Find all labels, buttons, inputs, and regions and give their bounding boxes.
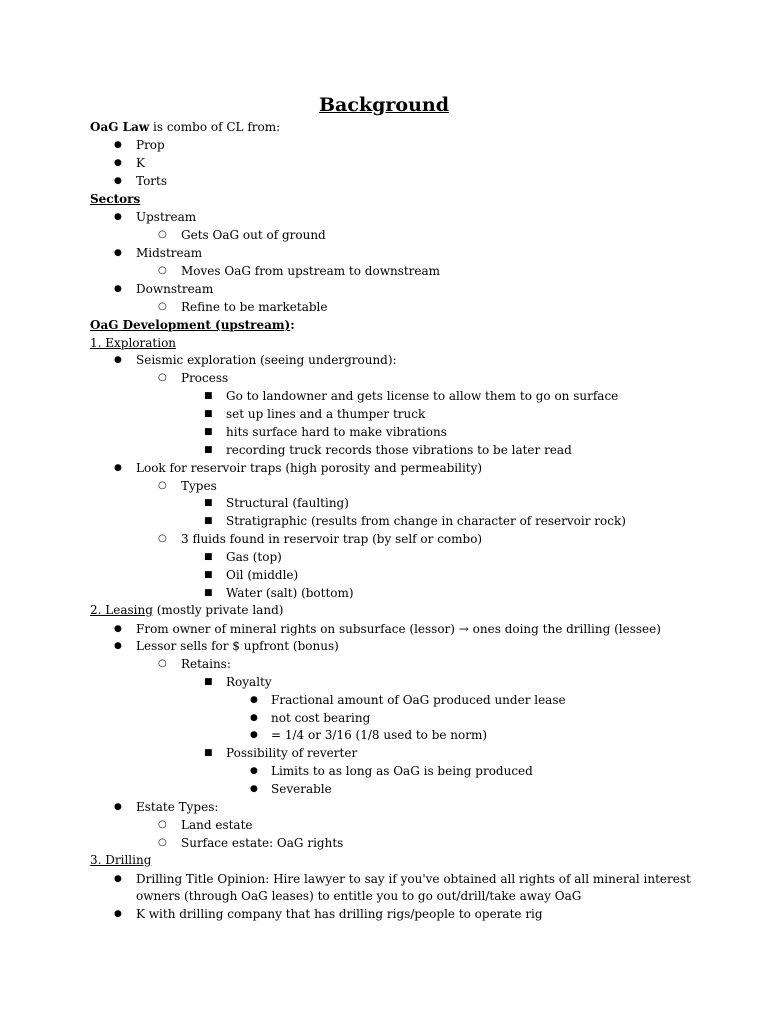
bullet-circle-icon: ○ <box>158 837 167 848</box>
bullet-circle-icon: ○ <box>158 265 167 276</box>
development-heading: OaG Development (upstream): <box>90 318 295 332</box>
bullet-disc-icon: ● <box>114 802 122 812</box>
list-item: ● K <box>114 156 145 170</box>
list-item: ■ Go to landowner and gets license to allow them to go on surface <box>204 389 619 403</box>
list-item: ● K with drilling company that has drilling rigs/people to operate rig <box>114 907 543 921</box>
bullet-square-icon: ■ <box>204 498 213 508</box>
list-item: ■ Gas (top) <box>204 550 282 564</box>
bullet-disc-icon: ● <box>114 140 122 150</box>
bullet-disc-icon: ● <box>250 695 258 705</box>
list-item: ■ Possibility of reverter <box>204 746 358 760</box>
sectors-heading: Sectors <box>90 192 141 206</box>
bullet-circle-icon: ○ <box>158 480 167 491</box>
bullet-disc-icon: ● <box>114 874 122 884</box>
bullet-disc-icon: ● <box>114 212 122 222</box>
list-item: ■ hits surface hard to make vibrations <box>204 425 447 439</box>
list-item: ● Estate Types: <box>114 800 219 814</box>
bullet-disc-icon: ● <box>114 158 122 168</box>
bullet-square-icon: ■ <box>204 552 213 562</box>
list-item: ○ Moves OaG from upstream to downstream <box>158 264 441 278</box>
list-item: ■ Stratigraphic (results from change in character of reservoir rock) <box>204 514 626 528</box>
list-item-continued: owners (through OaG leases) to entitle you to go out/drill/take away OaG <box>136 889 582 903</box>
bullet-circle-icon: ○ <box>158 819 167 830</box>
bullet-disc-icon: ● <box>114 284 122 294</box>
bullet-square-icon: ■ <box>204 748 213 758</box>
bullet-square-icon: ■ <box>204 445 213 455</box>
list-item: ● Upstream <box>114 210 197 224</box>
bullet-square-icon: ■ <box>204 427 213 437</box>
bullet-disc-icon: ● <box>114 463 122 473</box>
bullet-disc-icon: ● <box>250 713 258 723</box>
list-item: ● Look for reservoir traps (high porosity and permeability) <box>114 461 483 475</box>
list-item: ● Torts <box>114 174 168 188</box>
list-item: ○ Types <box>158 479 217 493</box>
list-item: ● From owner of mineral rights on subsurface (lessor) → ones doing the drilling (lessee) <box>114 622 661 636</box>
oag-law-term: OaG Law <box>90 120 150 134</box>
oag-law-desc: is combo of CL from: <box>149 120 281 134</box>
bullet-circle-icon: ○ <box>158 372 167 383</box>
bullet-circle-icon: ○ <box>158 301 167 312</box>
list-item: ● Lessor sells for $ upfront (bonus) <box>114 639 339 653</box>
list-item: ● Fractional amount of OaG produced under lease <box>250 693 566 707</box>
oag-law-line <box>0 118 740 136</box>
list-item: ● Severable <box>250 782 332 796</box>
bullet-disc-icon: ● <box>114 355 122 365</box>
list-item: ○ Surface estate: OaG rights <box>158 836 344 850</box>
list-item: ■ Water (salt) (bottom) <box>204 586 354 600</box>
leasing-heading: 2. Leasing (mostly private land) <box>90 603 284 617</box>
bullet-square-icon: ■ <box>204 677 213 687</box>
list-item: ● Seismic exploration (seeing underground): <box>114 353 397 367</box>
bullet-square-icon: ■ <box>204 409 213 419</box>
bullet-square-icon: ■ <box>204 588 213 598</box>
bullet-square-icon: ■ <box>204 516 213 526</box>
drilling-heading: 3. Drilling <box>90 853 152 867</box>
list-item: ○ Retains: <box>158 657 231 671</box>
bullet-circle-icon: ○ <box>158 533 167 544</box>
list-item: ○ Process <box>158 371 229 385</box>
bullet-disc-icon: ● <box>114 176 122 186</box>
list-item: ■ Structural (faulting) <box>204 496 349 510</box>
list-item: ○ Gets OaG out of ground <box>158 228 326 242</box>
list-item: ○ Refine to be marketable <box>158 300 328 314</box>
page-title: Background <box>319 94 449 116</box>
list-item: ● = 1/4 or 3/16 (1/8 used to be norm) <box>250 728 488 742</box>
list-item: ○ Land estate <box>158 818 253 832</box>
list-item: ● Downstream <box>114 282 214 296</box>
bullet-disc-icon: ● <box>114 248 122 258</box>
bullet-square-icon: ■ <box>204 570 213 580</box>
bullet-disc-icon: ● <box>114 641 122 651</box>
list-item: ■ recording truck records those vibrations to be later read <box>204 443 572 457</box>
bullet-square-icon: ■ <box>204 391 213 401</box>
list-item: ● Drilling Title Opinion: Hire lawyer to say if you've obtained all rights of all mineral interest <box>114 872 691 886</box>
bullet-circle-icon: ○ <box>158 658 167 669</box>
list-item: ■ Royalty <box>204 675 272 689</box>
bullet-disc-icon: ● <box>250 784 258 794</box>
list-item: ■ Oil (middle) <box>204 568 299 582</box>
bullet-circle-icon: ○ <box>158 229 167 240</box>
list-item: ● Limits to as long as OaG is being produced <box>250 764 533 778</box>
exploration-heading: 1. Exploration <box>90 336 177 350</box>
list-item: ■ set up lines and a thumper truck <box>204 407 426 421</box>
list-item: ● not cost bearing <box>250 711 371 725</box>
list-item: ● Prop <box>114 138 165 152</box>
bullet-disc-icon: ● <box>114 909 122 919</box>
list-item: ● Midstream <box>114 246 203 260</box>
bullet-disc-icon: ● <box>250 766 258 776</box>
bullet-disc-icon: ● <box>114 624 122 634</box>
list-item: ○ 3 fluids found in reservoir trap (by self or combo) <box>158 532 483 546</box>
bullet-disc-icon: ● <box>250 730 258 740</box>
